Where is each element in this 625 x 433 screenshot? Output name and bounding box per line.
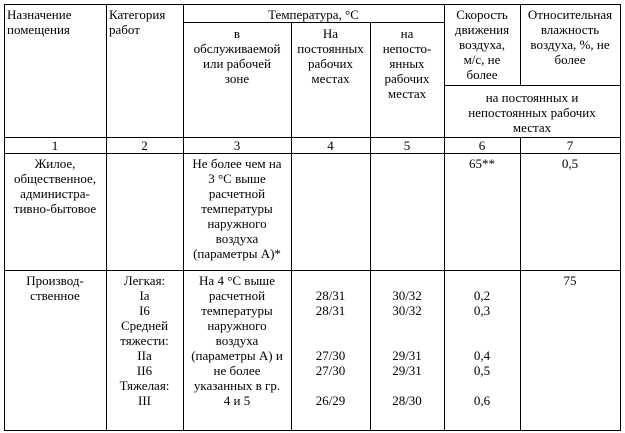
row2-perm-value: 27/30	[315, 363, 346, 378]
header-purpose: помещения	[7, 22, 70, 37]
row2-category: Средней	[120, 318, 169, 333]
column-number: 4	[327, 138, 334, 153]
row2-perm-value: 28/31	[315, 288, 346, 303]
header-zone: или рабочей	[203, 56, 271, 71]
row2-speed-value: 0,3	[473, 303, 491, 318]
header-nonpermanent: местах	[387, 86, 427, 101]
row1-zone: температуры	[201, 201, 273, 216]
row2-nonperm-value: 29/31	[392, 363, 422, 378]
row2-category: II6	[136, 363, 153, 378]
row1-speed: 65**	[469, 156, 495, 171]
column-number: 5	[403, 138, 411, 153]
header-air-speed: более	[466, 67, 498, 82]
row2-nonperm-value: 29/31	[392, 348, 422, 363]
row2-category: Ia	[139, 288, 150, 303]
header-category: работ	[109, 22, 140, 37]
row1-zone: Не более чем на	[192, 156, 282, 171]
column-number: 1	[51, 138, 59, 153]
row2-category: тяжести:	[120, 333, 169, 348]
row2-perm-value: 27/30	[315, 348, 346, 363]
row2-category: III	[138, 393, 151, 408]
header-perm-span: местах	[512, 120, 552, 135]
header-air-speed: м/с, не	[463, 52, 501, 67]
row-divider	[4, 270, 621, 271]
row1-zone: наружного	[207, 216, 267, 231]
header-humidity: воздуха, %, не	[530, 37, 610, 52]
row2-zone: расчетной	[208, 288, 266, 303]
header-air-speed: Скорость	[456, 7, 508, 22]
row2-purpose: Производ-	[26, 273, 84, 288]
row2-speed-value: 0,6	[473, 393, 491, 408]
header-temperature: Температура, °С	[268, 7, 359, 22]
header-zone: в	[233, 26, 241, 41]
table-bottom-border	[4, 430, 621, 431]
header-humidity: Относительная	[527, 7, 613, 22]
row2-perm-value: 28/31	[315, 303, 346, 318]
perm-span-rule	[444, 85, 621, 86]
row1-zone: воздуха	[215, 231, 259, 246]
header-humidity: влажность	[540, 22, 600, 37]
row2-zone: (параметры А) и	[191, 348, 283, 363]
row2-nonperm-value: 30/32	[392, 303, 422, 318]
row2-zone: воздуха	[215, 333, 259, 348]
row2-zone: указанных в гр.	[193, 378, 281, 393]
row2-speed-value: 0,4	[473, 348, 491, 363]
row2-purpose: ственное	[30, 288, 80, 303]
row2-humidity: 75	[563, 273, 577, 288]
row2-category: Тяжелая:	[119, 378, 170, 393]
row1-purpose: администра-	[20, 186, 90, 201]
row1-purpose: тивно-бытовое	[13, 201, 97, 216]
table-left-border	[4, 4, 5, 431]
header-perm-span: непостоянных рабочих	[468, 105, 596, 120]
row1-zone: 3 °С выше	[208, 171, 266, 186]
row2-category: IIa	[137, 348, 152, 363]
header-nonpermanent: янных	[389, 56, 425, 71]
header-permanent: На	[322, 26, 339, 41]
header-permanent: рабочих	[307, 56, 354, 71]
column-number: 2	[141, 138, 148, 153]
row2-speed-value: 0,2	[473, 288, 491, 303]
row2-zone: не более	[213, 363, 261, 378]
row2-zone: наружного	[207, 318, 267, 333]
row1-zone: расчетной	[208, 186, 266, 201]
row2-speed-value: 0,5	[473, 363, 491, 378]
row2-nonperm-value: 28/30	[392, 393, 422, 408]
row2-perm-value: 26/29	[315, 393, 346, 408]
header-permanent: постоянных	[297, 41, 364, 56]
row1-humidity: 0,5	[561, 156, 579, 171]
temp-group-rule	[183, 22, 445, 23]
column-number: 7	[566, 138, 574, 153]
header-nonpermanent: на	[400, 26, 414, 41]
row2-zone: температуры	[201, 303, 273, 318]
row2-category: Легкая:	[123, 273, 166, 288]
header-nonpermanent: рабочих	[384, 71, 430, 86]
header-category: Категория	[109, 7, 166, 22]
col-numbers-rule	[4, 153, 621, 154]
row1-zone: (параметры А)*	[193, 246, 281, 261]
table-right-border	[620, 4, 621, 431]
table-top-border	[4, 4, 621, 5]
header-perm-span: на постоянных и	[485, 90, 579, 105]
row2-nonperm-value: 30/32	[392, 288, 422, 303]
row2-category: I6	[139, 303, 150, 318]
header-air-speed: воздуха,	[459, 37, 505, 52]
header-air-speed: движения	[454, 22, 510, 37]
header-purpose: Назначение	[7, 7, 72, 22]
column-number: 6	[478, 138, 486, 153]
header-zone: зоне	[224, 71, 250, 86]
header-humidity: более	[554, 52, 586, 67]
row2-zone: 4 и 5	[223, 393, 251, 408]
header-zone: обслуживаемой	[193, 41, 281, 56]
header-nonpermanent: непосто-	[382, 41, 432, 56]
row1-purpose: Жилое,	[34, 156, 76, 171]
row2-zone: На 4 °С выше	[199, 273, 275, 288]
row1-purpose: общественное,	[13, 171, 97, 186]
header-permanent: местах	[311, 71, 350, 86]
column-number: 3	[233, 138, 241, 153]
